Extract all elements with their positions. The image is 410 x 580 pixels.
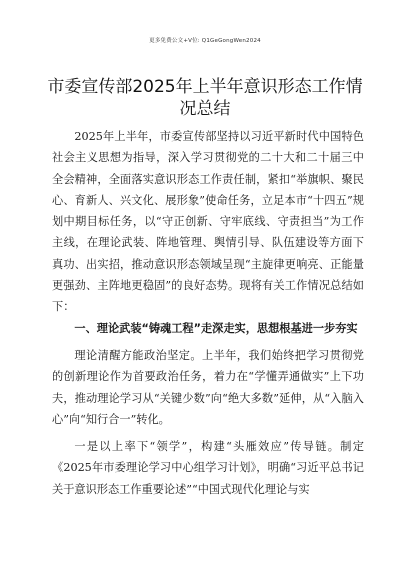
- intro-paragraph: 2025年上半年，市委宣传部坚持以习近平新时代中国特色社会主义思想为指导，深入学习贯彻党的二十大和二十届三中全会精神，全面落实意识形态工作责任制，紧扣“举旗帜、聚民心、育新人、兴文化、展形象”使命任务，立足本市“十四五”规划中期目标任务，以“守正创新、守牢底线、守责担当”为工作主线，在理论武装、阵地管理、舆情引导、队伍建设等方面下真功、出实招，推动意识形态领域呈现“主旋律更响亮、正能量更强劲、主阵地更稳固”的良好态势。现将有关工作情况总结如下：: [52, 130, 364, 314]
- document-title: 市委宣传部2025年上半年意识形态工作情况总结: [47, 77, 363, 119]
- body-paragraph: 理论清醒方能政治坚定。上半年，我们始终把学习贯彻党的创新理论作为首要政治任务，着力在“学懂弄通做实”上下功夫，推动理论学习从“关键少数”向“绝大多数”延伸，从“入脑入心”向“知行合一”转化。: [52, 348, 364, 426]
- document-body: [52, 126, 364, 500]
- section-heading: 一、理论武装“铸魂工程”走深走实，思想根基进一步夯实: [74, 321, 358, 335]
- header-watermark-note: 更多免费公文+V位: Q1GeGongWen2024: [149, 38, 261, 44]
- body-paragraph: 一是以上率下“领学”，构建“头雁效应”传导链。制定《2025年市委理论学习中心组学习计划》，明确“习近平总书记关于意识形态工作重要论述”“中国式现代化理论与实: [52, 440, 364, 496]
